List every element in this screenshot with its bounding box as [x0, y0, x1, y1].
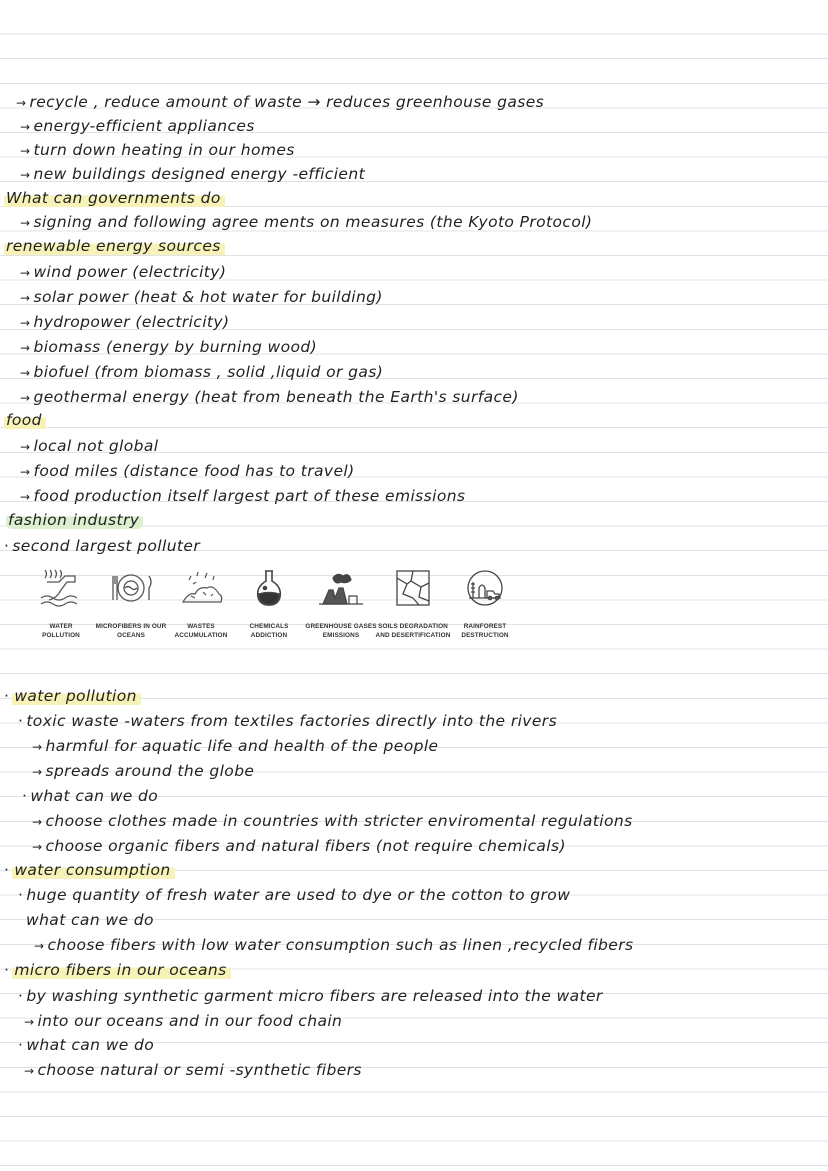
- arrow-icon: →: [20, 490, 31, 504]
- note-line: → biomass (energy by burning wood): [20, 338, 318, 356]
- icon-wastes: WASTES ACCUMULATION: [162, 568, 240, 640]
- bullet-dot-icon: ·: [4, 687, 10, 705]
- bullet-dot-icon: ·: [22, 787, 28, 805]
- note-line: → food production itself largest part of these emissions: [20, 487, 466, 505]
- section-heading: What can governments do: [4, 188, 225, 208]
- note-line: · by washing synthetic garment micro fibers are released into the water: [18, 987, 603, 1005]
- arrow-icon: →: [20, 291, 31, 305]
- note-line: → spreads around the globe: [32, 762, 255, 780]
- icon-soil: SOILS DEGRADATION AND DESERTIFICATION: [374, 568, 452, 640]
- note-line: → solar power (heat & hot water for building): [20, 288, 383, 306]
- note-line: → choose clothes made in countries with stricter enviromental regulations: [32, 812, 633, 830]
- arrow-icon: →: [20, 316, 31, 330]
- arrow-icon: →: [24, 1015, 35, 1029]
- greenhouse-icon: [315, 568, 367, 608]
- note-line: → hydropower (electricity): [20, 313, 230, 331]
- note-line: · second largest polluter: [4, 537, 201, 555]
- note-line: → recycle , reduce amount of waste → reduces greenhouse gases: [16, 93, 545, 111]
- note-line: → food miles (distance food has to travel): [20, 462, 355, 480]
- section-heading: · water consumption: [4, 860, 175, 880]
- note-line: → new buildings designed energy -efficient: [20, 165, 366, 183]
- arrow-icon: →: [20, 266, 31, 280]
- arrow-icon: →: [32, 815, 43, 829]
- section-heading: food: [4, 410, 46, 430]
- wastes-icon: [175, 568, 227, 608]
- section-heading: · water pollution: [4, 686, 141, 706]
- note-line: → wind power (electricity): [20, 263, 227, 281]
- arrow-icon: →: [32, 840, 43, 854]
- arrow-icon: →: [20, 216, 31, 230]
- note-line: · huge quantity of fresh water are used to dye or the cotton to grow: [18, 886, 571, 904]
- icon-greenhouse: GREENHOUSE GASES EMISSIONS: [302, 568, 380, 640]
- bullet-dot-icon: ·: [18, 712, 24, 730]
- note-line: what can we do: [26, 911, 154, 929]
- note-line: → choose natural or semi -synthetic fibers: [24, 1061, 362, 1079]
- note-line: → geothermal energy (heat from beneath the Earth's surface): [20, 388, 519, 406]
- note-line: → biofuel (from biomass , solid ,liquid or gas): [20, 363, 384, 381]
- note-line: → local not global: [20, 437, 159, 455]
- microfibers-icon: [105, 568, 157, 608]
- soil-icon: [387, 568, 439, 608]
- section-heading: · micro fibers in our oceans: [4, 960, 231, 980]
- arrow-icon: →: [32, 765, 43, 779]
- bullet-dot-icon: ·: [18, 987, 24, 1005]
- note-line: · what can we do: [22, 787, 159, 805]
- arrow-icon: →: [16, 96, 27, 110]
- section-heading: renewable energy sources: [4, 236, 225, 256]
- arrow-icon: →: [20, 440, 31, 454]
- icon-chemicals: CHEMICALS ADDICTION: [230, 568, 308, 640]
- section-heading: fashion industry: [6, 510, 143, 530]
- note-line: → signing and following agree ments on measures (the Kyoto Protocol): [20, 213, 593, 231]
- water-pollution-icon: [35, 568, 87, 608]
- rainforest-icon: [459, 568, 511, 608]
- icon-water-pollution: WATER POLLUTION: [22, 568, 100, 640]
- arrow-icon: →: [20, 168, 31, 182]
- note-line: → choose fibers with low water consumption such as linen ,recycled fibers: [34, 936, 634, 954]
- arrow-icon: →: [32, 740, 43, 754]
- arrow-icon: →: [20, 144, 31, 158]
- note-line: → choose organic fibers and natural fibers (not require chemicals): [32, 837, 566, 855]
- arrow-icon: →: [20, 366, 31, 380]
- arrow-icon: →: [34, 939, 45, 953]
- arrow-icon: →: [20, 391, 31, 405]
- note-line: · toxic waste -waters from textiles factories directly into the rivers: [18, 712, 558, 730]
- chemicals-icon: [243, 568, 295, 608]
- arrow-icon: →: [20, 341, 31, 355]
- note-line: → energy-efficient appliances: [20, 117, 255, 135]
- note-line: → turn down heating in our homes: [20, 141, 295, 159]
- bullet-dot-icon: ·: [4, 537, 10, 555]
- icon-rainforest: RAINFOREST DESTRUCTION: [446, 568, 524, 640]
- note-line: · what can we do: [18, 1036, 155, 1054]
- icon-microfibers: MICROFIBERS IN OUR OCEANS: [92, 568, 170, 640]
- bullet-dot-icon: ·: [4, 861, 10, 879]
- bullet-dot-icon: ·: [18, 1036, 24, 1054]
- arrow-icon: →: [24, 1064, 35, 1078]
- bullet-dot-icon: ·: [4, 961, 10, 979]
- arrow-icon: →: [20, 465, 31, 479]
- arrow-icon: →: [20, 120, 31, 134]
- note-line: → into our oceans and in our food chain: [24, 1012, 343, 1030]
- note-line: → harmful for aquatic life and health of the people: [32, 737, 439, 755]
- bullet-dot-icon: ·: [18, 886, 24, 904]
- fashion-impact-icons: [22, 568, 522, 648]
